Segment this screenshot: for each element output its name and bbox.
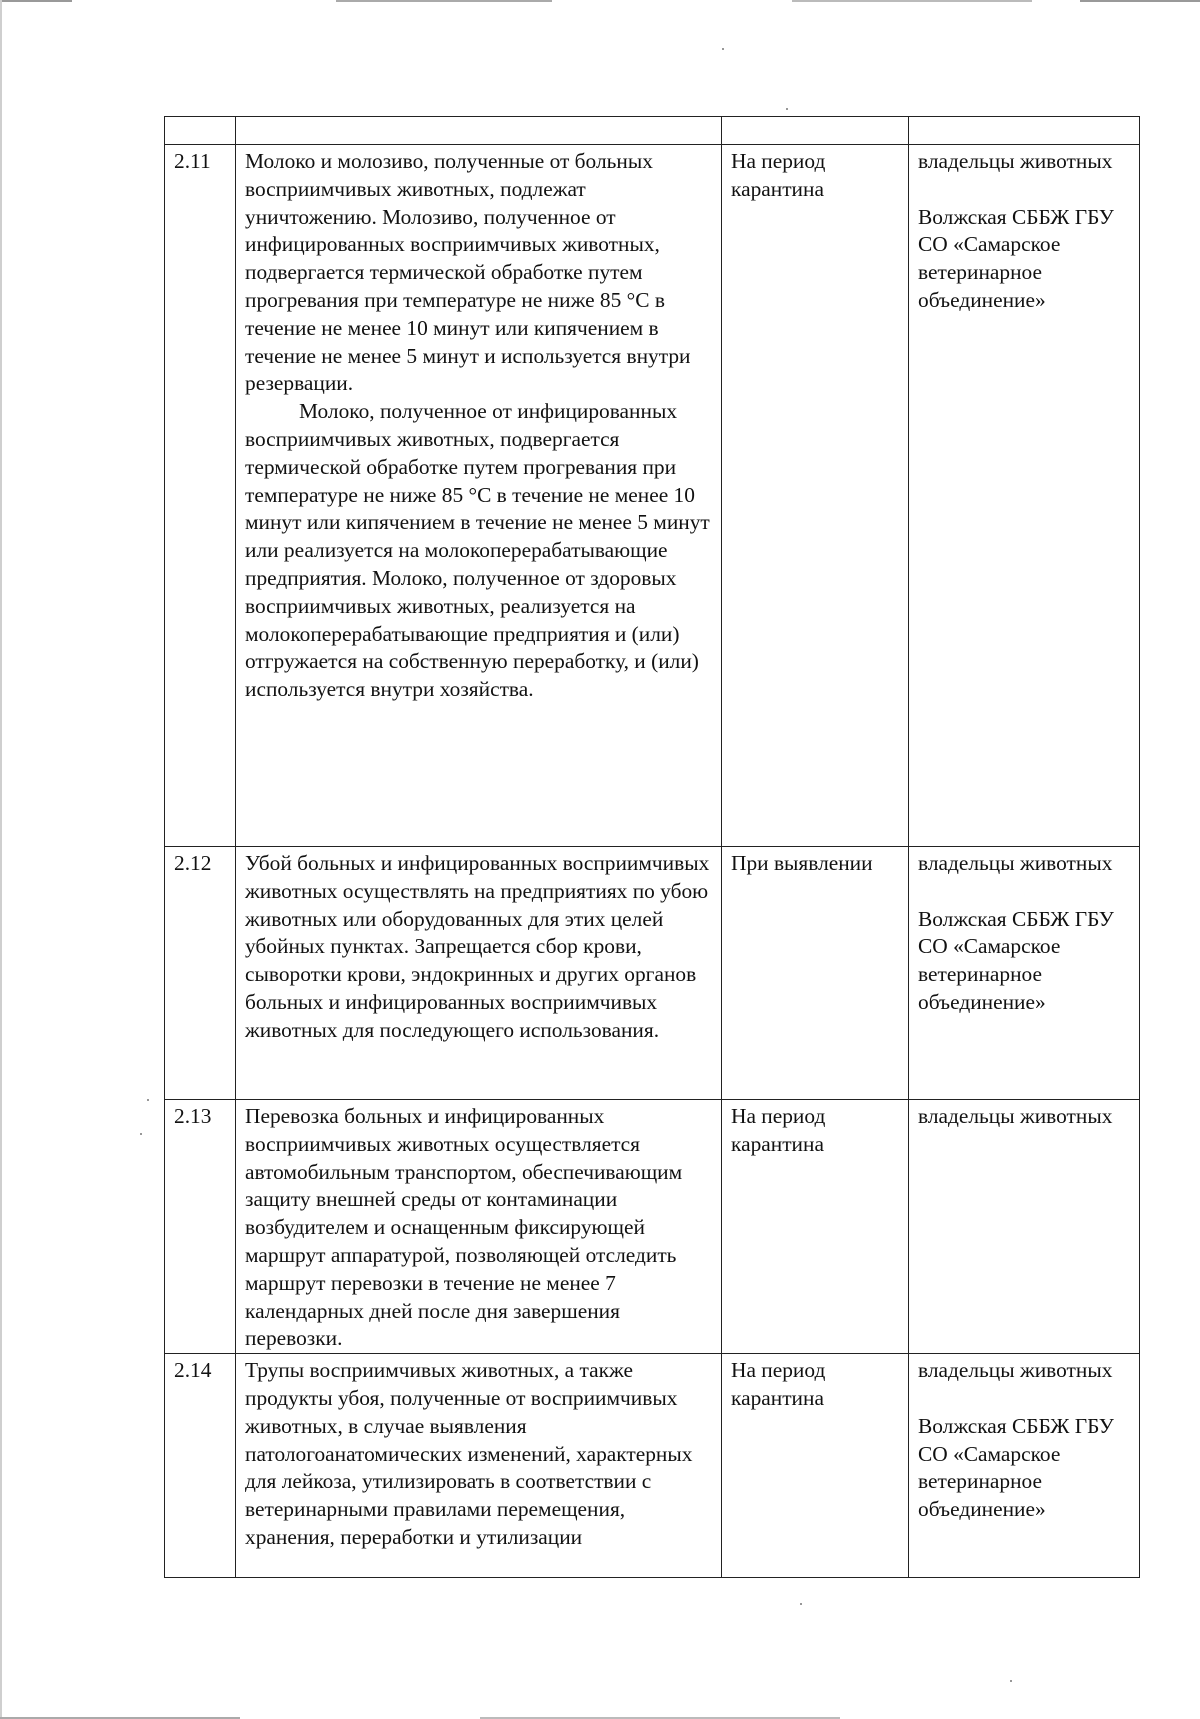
measure-cell xyxy=(236,847,722,1100)
term-cell: На период карантина xyxy=(722,145,909,847)
responsible-vet-service: Волжская СББЖ ГБУ СО «Самарское ветеринарное объединение» xyxy=(918,1413,1114,1522)
term-cell xyxy=(722,117,909,145)
measure-cell xyxy=(236,1100,722,1354)
measure-paragraph: Молоко, полученное от инфицированных восприимчивых животных, подвергается термической обработке путем прогревания при температуре не ниже 85 °С в течение не менее 10 минут или кипячением в течение не менее 5 минут или реализуется на молокоперерабатывающие предприятия. Молоко, полученное от здоровых восприимчивых животных, реализуется на молокоперерабатывающие предприятия и (или) отгружается на собственную переработку, и (или) используется внутри хозяйства. xyxy=(245,399,710,702)
responsible-vet-service: Волжская СББЖ ГБУ СО «Самарское ветеринарное объединение» xyxy=(918,906,1114,1014)
measure-cell xyxy=(236,145,722,847)
row-number-cell: 2.12 xyxy=(165,847,236,1100)
row-number-cell: 2.11 xyxy=(165,145,236,847)
responsible-cell xyxy=(909,145,1140,847)
responsible-owners: владельцы животных xyxy=(918,149,1113,173)
responsible-owners: владельцы животных xyxy=(918,1104,1113,1128)
scan-speck xyxy=(786,108,788,110)
scan-speck xyxy=(140,1133,142,1135)
scan-left-edge xyxy=(0,0,2,1719)
row-number-cell: 2.13 xyxy=(165,1100,236,1354)
measure-paragraph: Молоко и молозиво, полученные от больных восприимчивых животных, подлежат уничтожению. Молозиво, полученное от инфицированных восприимчивых животных, подвергается термической обработке путем прогревания при температуре не ниже 85 °С в течение не менее 10 минут или кипячением в течение не менее 5 минут и используется внутри резервации. xyxy=(245,149,691,396)
row-number-cell: 2.14 xyxy=(165,1354,236,1578)
table-row xyxy=(165,847,1140,1100)
scan-top-edge xyxy=(0,0,1200,2)
term-cell: На период карантина xyxy=(722,1354,909,1578)
term-cell: При выявлении xyxy=(722,847,909,1100)
scan-speck xyxy=(800,1603,802,1605)
measure-cell xyxy=(236,117,722,145)
responsible-cell xyxy=(909,1100,1140,1354)
responsible-cell xyxy=(909,117,1140,145)
responsible-owners: владельцы животных xyxy=(918,1358,1113,1383)
term-cell: На период карантина xyxy=(722,1100,909,1354)
table-row-header-stub xyxy=(165,117,1140,145)
table-row xyxy=(165,145,1140,847)
measure-paragraph: Трупы восприимчивых животных, а также продукты убоя, полученные от восприимчивых животных, в случае выявления патологоанатомических изменений, характерных для лейкоза, утилизировать в соответствии с ветеринарными правилами перемещения, хранения, переработки и утилизации xyxy=(245,1358,693,1549)
measures-table xyxy=(164,116,1140,1578)
table-row xyxy=(165,1100,1140,1354)
measure-cell xyxy=(236,1354,722,1578)
measure-paragraph: Перевозка больных и инфицированных восприимчивых животных осуществляется автомобильным транспортом, обеспечивающим защиту внешней среды от контаминации возбудителем и оснащенным фиксирующей маршрут аппаратурой, позволяющей отследить маршрут перевозки в течение не менее 7 календарных дней после дня завершения перевозки. xyxy=(245,1104,683,1351)
scan-speck xyxy=(722,48,724,50)
measure-paragraph: Убой больных и инфицированных восприимчивых животных осуществлять на предприятиях по убою животных или оборудованных для этих целей убойных пунктах. Запрещается сбор крови, сыворотки крови, эндокринных и других органов больных и инфицированных восприимчивых животных для последующего использования. xyxy=(245,851,710,1042)
scan-speck xyxy=(1010,1680,1012,1682)
scan-speck xyxy=(147,1099,149,1101)
responsible-owners: владельцы животных xyxy=(918,851,1113,875)
responsible-cell xyxy=(909,1354,1140,1578)
row-number-cell xyxy=(165,117,236,145)
table-row xyxy=(165,1354,1140,1578)
responsible-cell xyxy=(909,847,1140,1100)
responsible-vet-service: Волжская СББЖ ГБУ СО «Самарское ветеринарное объединение» xyxy=(918,204,1114,312)
